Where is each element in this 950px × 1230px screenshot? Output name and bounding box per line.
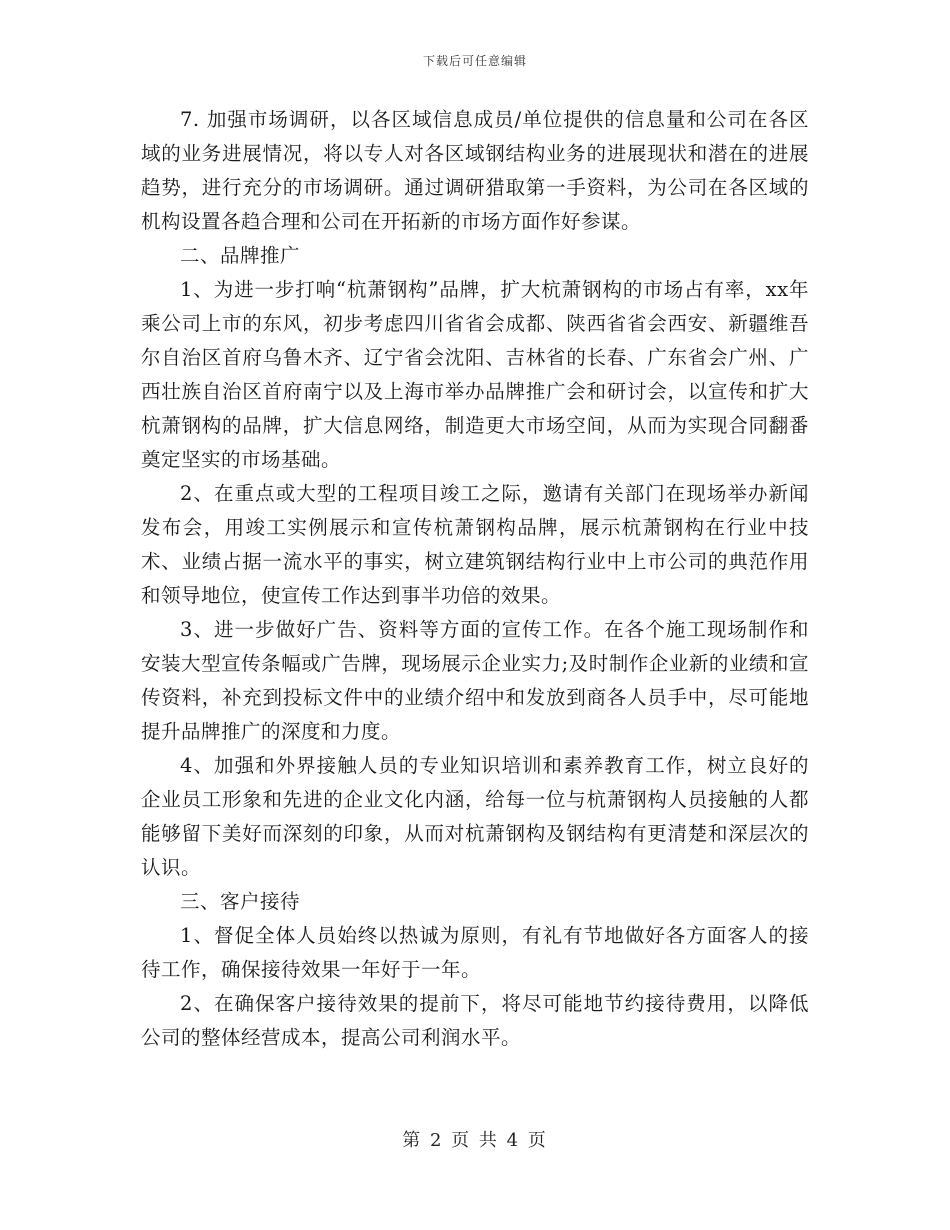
paragraph-brand-1: 1、为进一步打响“杭萧钢构”品牌，扩大杭萧钢构的市场占有率，xx年乘公司上市的东风，初步考虑四川省省会成都、陕西省省会西安、新疆维吾尔自治区首府乌鲁木齐、辽宁省会沈阳、吉林省的长春、广东省会广州、广西壮族自治区首府南宁以及上海市举办品牌推广会和研讨会，以宣传和扩大杭萧钢构的品牌，扩大信息网络，制造更大市场空间，从而为实现合同翻番奠定坚实的市场基础。 bbox=[141, 278, 809, 471]
paragraph-brand-4: 4、加强和外界接触人员的专业知识培训和素养教育工作，树立良好的企业员工形象和先进的企业文化内涵，给每一位与杭萧钢构人员接触的人都能够留下美好而深刻的印象，从而对杭萧钢构及钢结构有更清楚和深层次的认识。 bbox=[141, 754, 809, 879]
paragraph-brand-3: 3、进一步做好广告、资料等方面的宣传工作。在各个施工现场制作和安装大型宣传条幅或广告牌，现场展示企业实力;及时制作企业新的业绩和宣传资料，补充到投标文件中的业绩介绍中和发放到商各人员手中，尽可能地提升品牌推广的深度和力度。 bbox=[141, 618, 809, 743]
paragraph-brand-2: 2、在重点或大型的工程项目竣工之际，邀请有关部门在现场举办新闻发布会，用竣工实例展示和宣传杭萧钢构品牌，展示杭萧钢构在行业中技术、业绩占据一流水平的事实，树立建筑钢结构行业中上市公司的典范作用和领导地位，使宣传工作达到事半功倍的效果。 bbox=[141, 482, 809, 607]
paragraph-market-research: 7. 加强市场调研，以各区域信息成员/单位提供的信息量和公司在各区域的业务进展情况，将以专人对各区域钢结构业务的进展现状和潜在的进展趋势，进行充分的市场调研。通过调研猎取第一手资料，为公司在各区域的机构设置各趋合理和公司在开拓新的市场方面作好参谋。 bbox=[141, 108, 809, 233]
page-number: 第 2 页 共 4 页 bbox=[402, 1130, 548, 1151]
document-body bbox=[141, 103, 809, 1055]
page-header: 下载后可任意编辑 bbox=[422, 54, 527, 68]
section-heading-brand-promotion: 二、品牌推广 bbox=[180, 244, 301, 267]
paragraph-reception-2: 2、在确保客户接待效果的提前下，将尽可能地节约接待费用，以降低公司的整体经营成本，提高公司利润水平。 bbox=[141, 992, 809, 1049]
section-heading-customer-reception: 三、客户接待 bbox=[180, 890, 301, 913]
paragraph-reception-1: 1、督促全体人员始终以热诚为原则，有礼有节地做好各方面客人的接待工作，确保接待效果一年好于一年。 bbox=[141, 924, 809, 981]
